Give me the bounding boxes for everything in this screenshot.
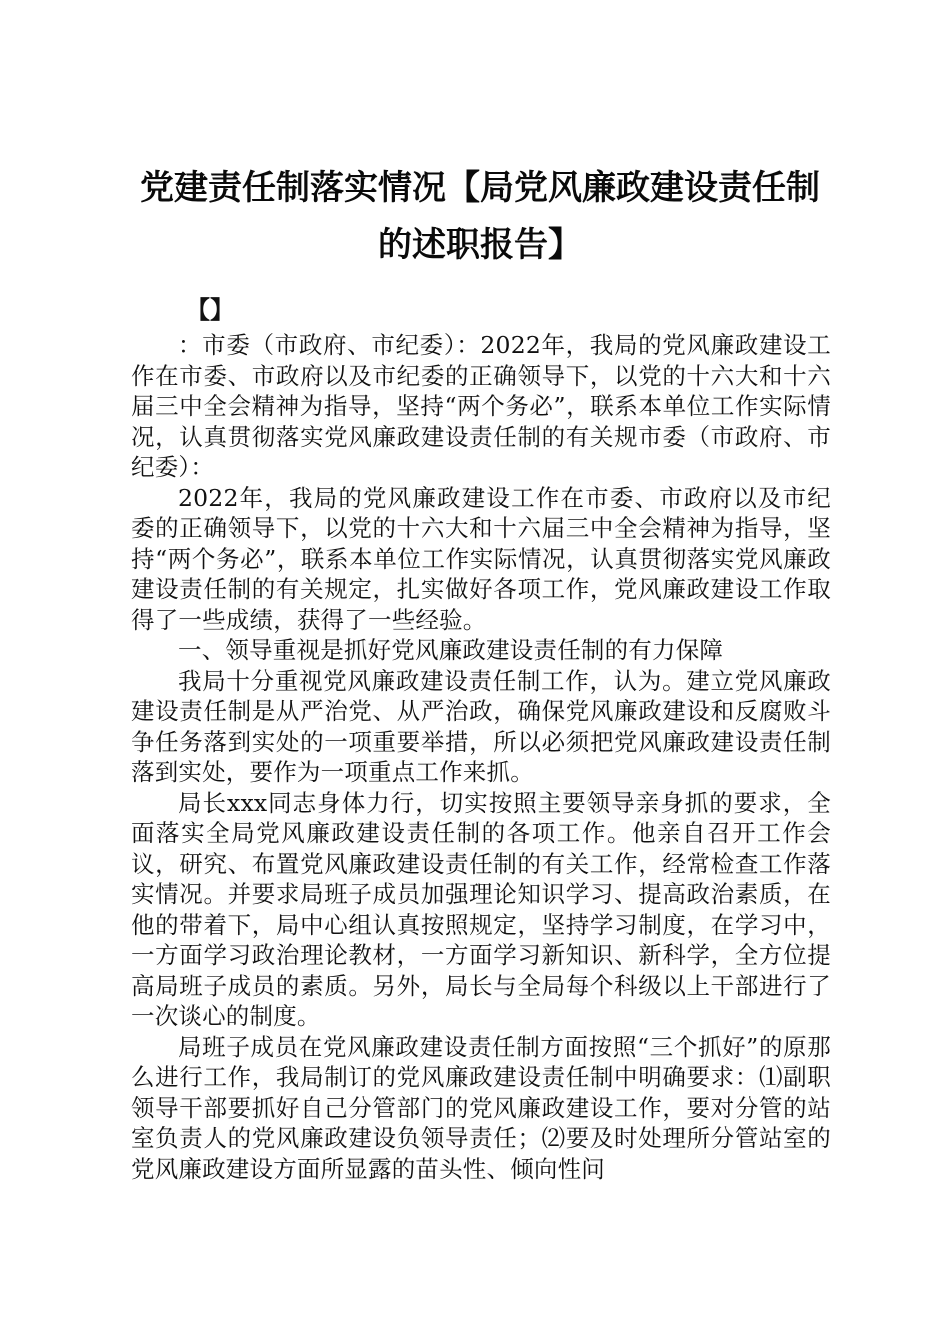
document-body: [131, 330, 831, 1184]
document-title: [100, 160, 860, 274]
paragraph-2: 2022年，我局的党风廉政建设工作在市委、市政府以及市纪委的正确领导下，以党的十六大和十六届三中全会精神为指导，坚持“两个务必”，联系本单位工作实际情况，认真贯彻落实党风廉政建设责任制的有关规定，扎实做好各项工作，党风廉政建设工作取得了一些成绩，获得了一些经验。: [131, 483, 831, 634]
title-line-1: 党建责任制落实情况【局党风廉政建设责任制: [140, 168, 820, 208]
title-line-2: 的述职报告】: [378, 225, 582, 265]
paragraph-3: 我局十分重视党风廉政建设责任制工作，认为。建立党风廉政建设责任制是从严治党、从严治政，确保党风廉政建设和反腐败斗争任务落到实处的一项重要举措，所以必须把党风廉政建设责任制落到实处，要作为一项重点工作来抓。: [131, 666, 831, 786]
paragraph-4: 局长xxx同志身体力行，切实按照主要领导亲身抓的要求，全面落实全局党风廉政建设责任制的各项工作。他亲自召开工作会议，研究、布置党风廉政建设责任制的有关工作，经常检查工作落实情况。并要求局班子成员加强理论知识学习、提高政治素质，在他的带着下，局中心组认真按照规定，坚持学习制度，在学习中，一方面学习政治理论教材，一方面学习新知识、新科学，全方位提高局班子成员的素质。另外，局长与全局每个科级以上干部进行了一次谈心的制度。: [131, 788, 831, 1030]
paragraph-1: ：市委（市政府、市纪委）：2022年，我局的党风廉政建设工作在市委、市政府以及市纪委的正确领导下，以党的十六大和十六届三中全会精神为指导，坚持“两个务必”，联系本单位工作实际情况，认真贯彻落实党风廉政建设责任制的有关规市委（市政府、市纪委）：: [131, 331, 831, 481]
paragraph-5: 局班子成员在党风廉政建设责任制方面按照“三个抓好”的原那么进行工作，我局制订的党风廉政建设责任制中明确要求：⑴副职领导干部要抓好自己分管部门的党风廉政建设工作，要对分管的站室负责人的党风廉政建设负领导责任；⑵要及时处理所分管站室的党风廉政建设方面所显露的苗头性、倾向性问: [131, 1032, 831, 1183]
bracket-marker: 【】: [186, 296, 234, 324]
section-heading-1: 一、领导重视是抓好党风廉政建设责任制的有力保障: [178, 636, 724, 664]
